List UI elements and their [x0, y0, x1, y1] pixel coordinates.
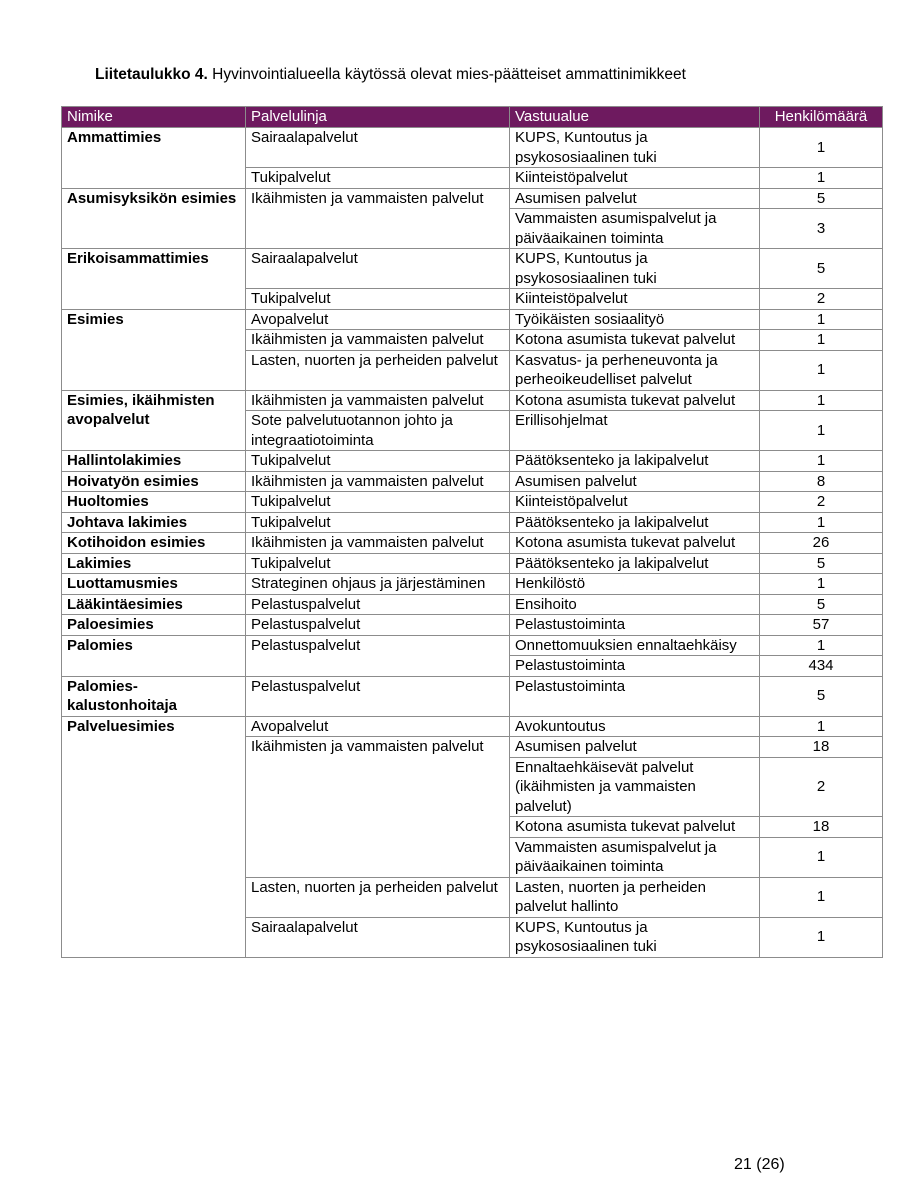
- palvelulinja-cell: Avopalvelut: [246, 309, 510, 330]
- header-nimike: Nimike: [62, 107, 246, 128]
- table-row: [62, 309, 883, 330]
- vastuualue-cell: Onnettomuuksien ennaltaehkäisy: [510, 635, 760, 656]
- henkilomaara-cell: 1: [760, 917, 883, 957]
- table-row: [62, 594, 883, 615]
- henkilomaara-cell: 5: [760, 249, 883, 289]
- henkilomaara-cell: 2: [760, 289, 883, 310]
- table-row: [62, 451, 883, 472]
- table-row: [62, 188, 883, 209]
- henkilomaara-cell: 1: [760, 390, 883, 411]
- henkilomaara-cell: 1: [760, 574, 883, 595]
- henkilomaara-cell: 1: [760, 168, 883, 189]
- table-row: [62, 128, 883, 168]
- henkilomaara-cell: 2: [760, 492, 883, 513]
- vastuualue-cell: Päätöksenteko ja lakipalvelut: [510, 553, 760, 574]
- vastuualue-cell: Kotona asumista tukevat palvelut: [510, 817, 760, 838]
- palvelulinja-cell: Tukipalvelut: [246, 168, 510, 189]
- vastuualue-cell: Päätöksenteko ja lakipalvelut: [510, 512, 760, 533]
- henkilomaara-cell: 2: [760, 757, 883, 817]
- palvelulinja-cell: Ikäihmisten ja vammaisten palvelut: [246, 737, 510, 878]
- henkilomaara-cell: 26: [760, 533, 883, 554]
- table-row: [62, 615, 883, 636]
- henkilomaara-cell: 1: [760, 128, 883, 168]
- henkilomaara-cell: 5: [760, 594, 883, 615]
- palvelulinja-cell: Pelastuspalvelut: [246, 635, 510, 676]
- nimike-cell: Hoivatyön esimies: [62, 471, 246, 492]
- vastuualue-cell: Vammaisten asumispalvelut ja päiväaikainen toiminta: [510, 209, 760, 249]
- vastuualue-cell: Ensihoito: [510, 594, 760, 615]
- henkilomaara-cell: 57: [760, 615, 883, 636]
- palvelulinja-cell: Tukipalvelut: [246, 451, 510, 472]
- henkilomaara-cell: 1: [760, 635, 883, 656]
- vastuualue-cell: Kasvatus- ja perheneuvonta ja perheoikeudelliset palvelut: [510, 350, 760, 390]
- vastuualue-cell: Vammaisten asumispalvelut ja päiväaikainen toiminta: [510, 837, 760, 877]
- palvelulinja-cell: Lasten, nuorten ja perheiden palvelut: [246, 877, 510, 917]
- palvelulinja-cell: Tukipalvelut: [246, 512, 510, 533]
- vastuualue-cell: Erillisohjelmat: [510, 411, 760, 451]
- vastuualue-cell: Lasten, nuorten ja perheiden palvelut hallinto: [510, 877, 760, 917]
- nimike-cell: Esimies, ikäihmisten avopalvelut: [62, 390, 246, 451]
- henkilomaara-cell: 1: [760, 309, 883, 330]
- palvelulinja-cell: Sairaalapalvelut: [246, 128, 510, 168]
- nimike-cell: Paloesimies: [62, 615, 246, 636]
- vastuualue-cell: Asumisen palvelut: [510, 471, 760, 492]
- table-row: [62, 492, 883, 513]
- table-row: [62, 676, 883, 716]
- henkilomaara-cell: 1: [760, 716, 883, 737]
- palvelulinja-cell: Sairaalapalvelut: [246, 249, 510, 289]
- palvelulinja-cell: Ikäihmisten ja vammaisten palvelut: [246, 330, 510, 351]
- nimike-cell: Esimies: [62, 309, 246, 390]
- nimike-cell: Palveluesimies: [62, 716, 246, 957]
- table-row: [62, 512, 883, 533]
- vastuualue-cell: Asumisen palvelut: [510, 188, 760, 209]
- palvelulinja-cell: Lasten, nuorten ja perheiden palvelut: [246, 350, 510, 390]
- palvelulinja-cell: Tukipalvelut: [246, 289, 510, 310]
- vastuualue-cell: Kiinteistöpalvelut: [510, 289, 760, 310]
- palvelulinja-cell: Pelastuspalvelut: [246, 615, 510, 636]
- vastuualue-cell: Kiinteistöpalvelut: [510, 492, 760, 513]
- vastuualue-cell: Työikäisten sosiaalityö: [510, 309, 760, 330]
- table-row: [62, 635, 883, 656]
- table-row: [62, 249, 883, 289]
- table-body: [62, 128, 883, 958]
- vastuualue-cell: Henkilöstö: [510, 574, 760, 595]
- nimike-cell: Hallintolakimies: [62, 451, 246, 472]
- vastuualue-cell: Pelastustoiminta: [510, 676, 760, 716]
- nimike-cell: Erikoisammattimies: [62, 249, 246, 310]
- palvelulinja-cell: Ikäihmisten ja vammaisten palvelut: [246, 390, 510, 411]
- header-row: [62, 107, 883, 128]
- palvelulinja-cell: Tukipalvelut: [246, 492, 510, 513]
- table-row: [62, 574, 883, 595]
- vastuualue-cell: Avokuntoutus: [510, 716, 760, 737]
- nimike-cell: Kotihoidon esimies: [62, 533, 246, 554]
- vastuualue-cell: Asumisen palvelut: [510, 737, 760, 758]
- table-row: [62, 553, 883, 574]
- occupational-titles-table: [61, 106, 883, 958]
- palvelulinja-cell: Pelastuspalvelut: [246, 594, 510, 615]
- henkilomaara-cell: 18: [760, 817, 883, 838]
- henkilomaara-cell: 1: [760, 837, 883, 877]
- palvelulinja-cell: Sairaalapalvelut: [246, 917, 510, 957]
- caption-label: Liitetaulukko 4.: [95, 66, 208, 83]
- page-number: 21 (26): [734, 1156, 785, 1173]
- vastuualue-cell: Kotona asumista tukevat palvelut: [510, 533, 760, 554]
- henkilomaara-cell: 18: [760, 737, 883, 758]
- henkilomaara-cell: 1: [760, 877, 883, 917]
- henkilomaara-cell: 5: [760, 676, 883, 716]
- header-vastuualue: Vastuualue: [510, 107, 760, 128]
- vastuualue-cell: KUPS, Kuntoutus ja psykososiaalinen tuki: [510, 128, 760, 168]
- nimike-cell: Luottamusmies: [62, 574, 246, 595]
- palvelulinja-cell: Strateginen ohjaus ja järjestäminen: [246, 574, 510, 595]
- table-row: [62, 533, 883, 554]
- nimike-cell: Huoltomies: [62, 492, 246, 513]
- vastuualue-cell: Kiinteistöpalvelut: [510, 168, 760, 189]
- vastuualue-cell: KUPS, Kuntoutus ja psykososiaalinen tuki: [510, 917, 760, 957]
- palvelulinja-cell: Ikäihmisten ja vammaisten palvelut: [246, 471, 510, 492]
- henkilomaara-cell: 8: [760, 471, 883, 492]
- palvelulinja-cell: Avopalvelut: [246, 716, 510, 737]
- vastuualue-cell: Pelastustoiminta: [510, 615, 760, 636]
- table-row: [62, 390, 883, 411]
- henkilomaara-cell: 1: [760, 330, 883, 351]
- nimike-cell: Lakimies: [62, 553, 246, 574]
- henkilomaara-cell: 1: [760, 451, 883, 472]
- palvelulinja-cell: Ikäihmisten ja vammaisten palvelut: [246, 533, 510, 554]
- palvelulinja-cell: Tukipalvelut: [246, 553, 510, 574]
- nimike-cell: Ammattimies: [62, 128, 246, 189]
- palvelulinja-cell: Sote palvelutuotannon johto ja integraatiotoiminta: [246, 411, 510, 451]
- henkilomaara-cell: 434: [760, 656, 883, 677]
- caption-text: Hyvinvointialueella käytössä olevat mies-päätteiset ammattinimikkeet: [207, 66, 686, 83]
- header-palvelulinja: Palvelulinja: [246, 107, 510, 128]
- table-caption: [95, 66, 686, 84]
- nimike-cell: Lääkintäesimies: [62, 594, 246, 615]
- henkilomaara-cell: 3: [760, 209, 883, 249]
- nimike-cell: Johtava lakimies: [62, 512, 246, 533]
- palvelulinja-cell: Ikäihmisten ja vammaisten palvelut: [246, 188, 510, 249]
- vastuualue-cell: KUPS, Kuntoutus ja psykososiaalinen tuki: [510, 249, 760, 289]
- vastuualue-cell: Kotona asumista tukevat palvelut: [510, 330, 760, 351]
- table-row: [62, 716, 883, 737]
- table-row: [62, 471, 883, 492]
- nimike-cell: Palomies: [62, 635, 246, 676]
- henkilomaara-cell: 5: [760, 553, 883, 574]
- vastuualue-cell: Ennaltaehkäisevät palvelut (ikäihmisten ja vammaisten palvelut): [510, 757, 760, 817]
- nimike-cell: Palomies-kalustonhoitaja: [62, 676, 246, 716]
- palvelulinja-cell: Pelastuspalvelut: [246, 676, 510, 716]
- henkilomaara-cell: 5: [760, 188, 883, 209]
- nimike-cell: Asumisyksikön esimies: [62, 188, 246, 249]
- vastuualue-cell: Pelastustoiminta: [510, 656, 760, 677]
- henkilomaara-cell: 1: [760, 411, 883, 451]
- vastuualue-cell: Päätöksenteko ja lakipalvelut: [510, 451, 760, 472]
- henkilomaara-cell: 1: [760, 512, 883, 533]
- henkilomaara-cell: 1: [760, 350, 883, 390]
- header-henkilomaara: Henkilömäärä: [760, 107, 883, 128]
- vastuualue-cell: Kotona asumista tukevat palvelut: [510, 390, 760, 411]
